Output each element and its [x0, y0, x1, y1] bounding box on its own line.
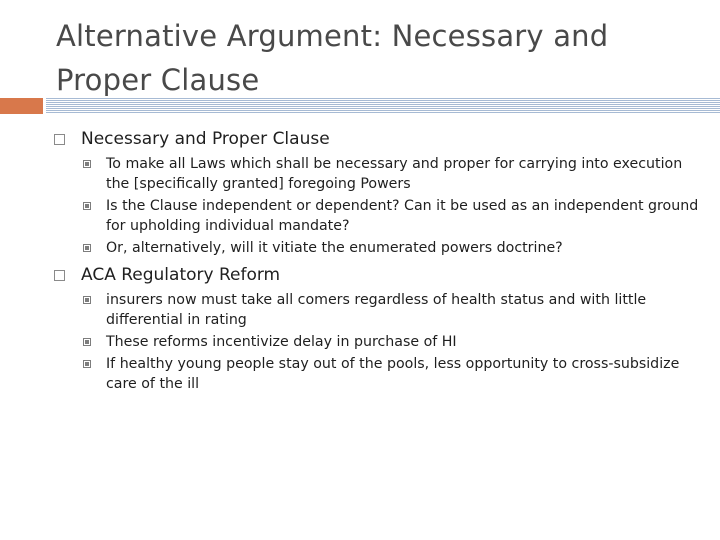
list-item-text: These reforms incentivize delay in purchase of HI [106, 334, 457, 350]
list-item [52, 238, 702, 258]
square-bullet-icon [83, 296, 91, 304]
bullet-list [52, 154, 702, 258]
section-aca-reform [52, 262, 702, 394]
list-item [52, 332, 702, 352]
list-item-text: insurers now must take all comers regardless of health status and with little differential in rating [106, 292, 647, 328]
square-bullet-icon [83, 160, 91, 168]
list-item [52, 290, 702, 330]
slide-content [52, 126, 702, 398]
title-accent-line [46, 98, 720, 114]
section-heading [52, 126, 702, 152]
slide-title: Alternative Argument: Necessary and Proper Clause [56, 19, 609, 97]
list-item-text: If healthy young people stay out of the pools, less opportunity to cross-subsidize care of the ill [106, 356, 680, 392]
list-item-text: Or, alternatively, will it vitiate the enumerated powers doctrine? [106, 240, 563, 256]
list-item [52, 154, 702, 194]
bullet-list [52, 290, 702, 394]
square-bullet-icon [83, 338, 91, 346]
section-heading-text: ACA Regulatory Reform [81, 265, 281, 285]
square-bullet-icon [83, 244, 91, 252]
hollow-square-bullet-icon [54, 134, 65, 145]
list-item [52, 196, 702, 236]
section-necessary-proper [52, 126, 702, 258]
square-bullet-icon [83, 202, 91, 210]
hollow-square-bullet-icon [54, 270, 65, 281]
list-item [52, 354, 702, 394]
section-heading-text: Necessary and Proper Clause [81, 129, 330, 149]
section-heading [52, 262, 702, 288]
title-accent-block [0, 98, 43, 114]
list-item-text: Is the Clause independent or dependent? Can it be used as an independent ground for upholding individual mandate? [106, 198, 699, 234]
square-bullet-icon [83, 360, 91, 368]
list-item-text: To make all Laws which shall be necessary and proper for carrying into execution the [specifically granted] foregoing Powers [106, 156, 683, 192]
